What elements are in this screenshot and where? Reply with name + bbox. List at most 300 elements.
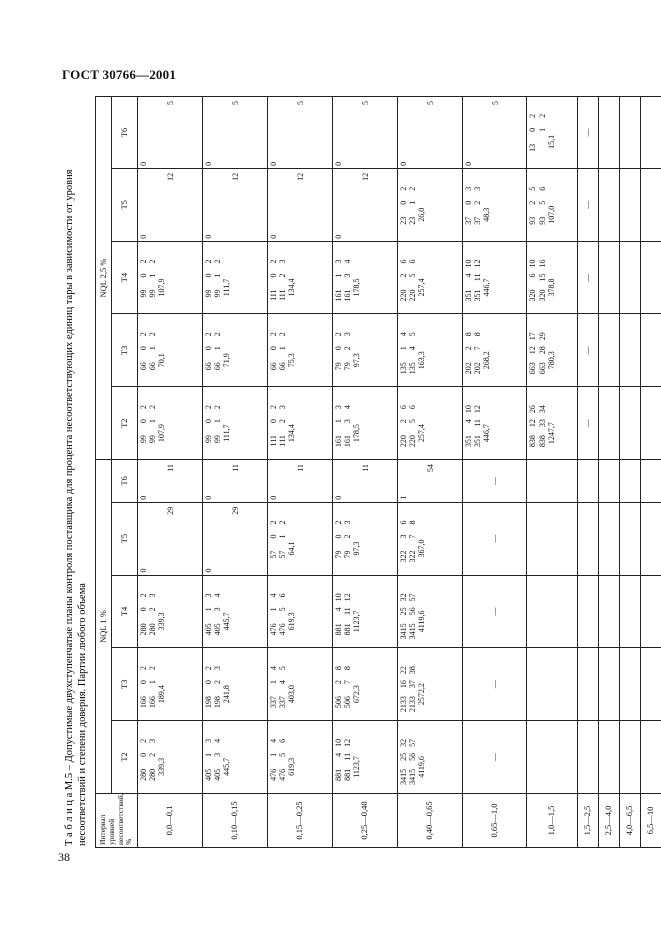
- plan-value: 99: [148, 289, 158, 298]
- plan-value: 0: [203, 680, 213, 685]
- dash-cell: —: [462, 648, 527, 721]
- plan-cell: [397, 721, 462, 794]
- plan-stage-row: [278, 650, 287, 718]
- plan-value: 4: [398, 332, 408, 337]
- plan-value: 198: [203, 696, 213, 709]
- plan-value: 12: [528, 346, 538, 355]
- single-plan-cell: [397, 460, 462, 503]
- plan-value: 99: [203, 289, 213, 298]
- plan-cell: [138, 314, 203, 387]
- plan-value: 0: [139, 680, 148, 685]
- plan-value: 56: [407, 607, 417, 616]
- plan-value: 220: [407, 289, 417, 302]
- plan-stage-row: [399, 723, 408, 791]
- plan-value: 2: [278, 332, 287, 337]
- acceptance-number: 0: [203, 568, 213, 573]
- plan-value: 2: [407, 186, 417, 191]
- plan-value: 351: [463, 289, 473, 302]
- plan-stage-row: [399, 578, 408, 646]
- plan-stage-row: [538, 389, 547, 457]
- plan-cell: [462, 241, 527, 314]
- plan-value: 3: [463, 186, 473, 191]
- plan-cell: [332, 241, 397, 314]
- plan-stage-row: [334, 650, 343, 718]
- plan-value: 1: [213, 419, 223, 424]
- single-plan-cell: [138, 97, 203, 169]
- plan-stage-row: [269, 723, 278, 791]
- plan-stage-row: [269, 578, 278, 646]
- plan-stage-row: [408, 650, 417, 718]
- plan-value: 2: [203, 259, 213, 264]
- plan-value: 5: [278, 607, 287, 612]
- plan-value: 2: [268, 259, 278, 264]
- plan-value: 351: [463, 435, 473, 448]
- empty-cell: [598, 241, 619, 314]
- plan-stage-row: [204, 389, 213, 457]
- plan-value: 0: [203, 273, 213, 278]
- plan-value: 135: [398, 362, 408, 375]
- plan-value: 2: [213, 259, 223, 264]
- single-plan-cell: [332, 168, 397, 241]
- plan-stage-row: [343, 389, 352, 457]
- plan-value: 25: [398, 752, 408, 761]
- level-interval-cell: 1,5—2,5: [577, 793, 598, 847]
- plan-stage-row: [538, 99, 547, 166]
- plan-stage-row: [278, 389, 287, 457]
- plan-value: 320: [528, 289, 538, 302]
- plan-cell: [527, 97, 577, 169]
- plan-stage-row: [204, 244, 213, 312]
- average-sample-size: 445,7: [222, 612, 232, 631]
- plan-value: 99: [139, 435, 148, 444]
- average-sample-size: 2572,2: [417, 683, 426, 706]
- average-sample-size: 111,7: [222, 424, 232, 442]
- plan-value: 0: [139, 752, 148, 757]
- empty-cell: [619, 97, 640, 169]
- plan-value: 2: [342, 346, 352, 351]
- plan-cell: [202, 721, 267, 794]
- plan-value: 16: [537, 259, 547, 268]
- sample-size: 5: [360, 101, 370, 105]
- plan-value: 280: [139, 623, 148, 636]
- plan-value: 4: [333, 752, 343, 757]
- plan-value: 2: [148, 259, 158, 264]
- plan-value: 2: [139, 405, 148, 410]
- average-sample-size: 178,5: [352, 278, 362, 297]
- plan-value: 2: [333, 332, 343, 337]
- plan-stage-row: [399, 171, 408, 239]
- col-header: T3: [112, 648, 138, 721]
- empty-cell: [619, 575, 640, 648]
- plan-stage-row: [538, 244, 547, 312]
- plan-value: 337: [278, 696, 287, 709]
- plan-value: 111: [278, 435, 287, 447]
- plan-value: 7: [342, 680, 352, 685]
- average-sample-size: 257,4: [417, 424, 426, 443]
- average-sample-size: 111,7: [222, 278, 232, 297]
- plan-value: [538, 144, 547, 166]
- col-header: T4: [112, 241, 138, 314]
- plan-value: 2: [139, 738, 148, 743]
- average-sample-size: 1123,7: [352, 756, 362, 778]
- plan-value: 10: [333, 593, 343, 602]
- plan-value: 2: [203, 666, 213, 671]
- plan-value: 111: [268, 435, 278, 447]
- plan-value: 166: [148, 696, 158, 709]
- single-plan-cell: [202, 502, 267, 575]
- plan-value: 405: [203, 623, 213, 636]
- plan-stage-row: [538, 317, 547, 385]
- average-sample-size: 446,7: [481, 424, 491, 443]
- single-plan-cell: [202, 168, 267, 241]
- plan-value: 2: [213, 680, 223, 685]
- plan-stage-row: [334, 723, 343, 791]
- plan-value: 4: [463, 419, 473, 424]
- sample-size: 11: [166, 464, 176, 472]
- sample-size: 12: [231, 172, 241, 181]
- plan-value: 2: [148, 666, 158, 671]
- plan-stage-row: [278, 578, 287, 646]
- empty-cell: [598, 721, 619, 794]
- plan-stage-row: [538, 171, 547, 239]
- plan-stage-row: [399, 244, 408, 312]
- plan-value: 2: [139, 666, 148, 671]
- empty-cell: [640, 460, 661, 503]
- plan-stage-row: [148, 389, 157, 457]
- plan-value: 57: [278, 550, 287, 559]
- plan-stage-row: [269, 317, 278, 385]
- plan-stage-row: [464, 317, 473, 385]
- acceptance-number: 0: [203, 234, 213, 239]
- plan-value: 838: [528, 435, 538, 448]
- average-sample-size: 107,0: [546, 205, 556, 224]
- plan-value: 10: [463, 405, 473, 414]
- dash-cell: —: [462, 721, 527, 794]
- plan-stage-row: [473, 244, 482, 312]
- plan-value: 3: [342, 332, 352, 337]
- plan-value: 25: [398, 607, 408, 616]
- plan-value: 881: [333, 623, 343, 636]
- plan-cell: [332, 502, 397, 575]
- plan-value: 476: [278, 768, 287, 781]
- average-sample-size: 70,1: [157, 353, 167, 368]
- plan-stage-row: [148, 317, 157, 385]
- plan-cell: [527, 241, 577, 314]
- single-plan-cell: [332, 460, 397, 503]
- table-row: [577, 97, 598, 848]
- plan-stage-row: [408, 578, 417, 646]
- plan-cell: [397, 648, 462, 721]
- plan-cell: [267, 387, 332, 460]
- plan-cell: [267, 314, 332, 387]
- table-row: [138, 97, 203, 848]
- plan-value: 506: [333, 696, 343, 709]
- acceptance-number: 0: [333, 161, 343, 166]
- average-sample-size: 619,3: [287, 612, 297, 631]
- plan-value: 5: [407, 419, 417, 424]
- plan-value: 405: [213, 768, 223, 781]
- average-sample-size: 107,9: [157, 424, 167, 443]
- plan-value: 2: [139, 593, 148, 598]
- plan-value: 0: [398, 200, 408, 205]
- sample-size: 54: [425, 464, 435, 473]
- plan-stage-row: [278, 505, 287, 573]
- plan-value: 3: [333, 405, 343, 410]
- plan-cell: [138, 387, 203, 460]
- plan-value: 280: [148, 623, 158, 636]
- plan-value: 2: [528, 200, 538, 205]
- average-sample-size: 257,4: [417, 278, 426, 297]
- plan-value: 2: [398, 186, 408, 191]
- empty-cell: [527, 575, 577, 648]
- sample-size: 5: [231, 101, 241, 105]
- plan-value: 2: [268, 405, 278, 410]
- average-sample-size: 446,7: [481, 278, 491, 297]
- plan-stage-row: [464, 171, 473, 239]
- plan-value: 4: [333, 607, 343, 612]
- plan-value: 476: [268, 623, 278, 636]
- plan-value: 1: [333, 273, 343, 278]
- acceptance-number: 0: [139, 234, 148, 239]
- plan-value: 1: [268, 680, 278, 685]
- plan-value: 1: [148, 346, 158, 351]
- plan-cell: [267, 502, 332, 575]
- plan-value: 220: [398, 435, 408, 448]
- plan-stage-row: [204, 650, 213, 718]
- plan-value: 1: [148, 273, 158, 278]
- plan-value: 351: [472, 289, 482, 302]
- plan-value: 337: [268, 696, 278, 709]
- plan-value: 79: [342, 550, 352, 559]
- level-interval-cell: 0,40—0,65: [397, 793, 462, 847]
- plan-value: 57: [268, 550, 278, 559]
- plan-value: 2133: [398, 696, 408, 713]
- acceptance-number: 0: [463, 161, 473, 166]
- plan-value: 4: [268, 666, 278, 671]
- plan-value: 16: [398, 680, 408, 689]
- dash-cell: —: [577, 314, 598, 387]
- plan-cell: [138, 241, 203, 314]
- empty-cell: [619, 721, 640, 794]
- plan-value: 2: [213, 332, 223, 337]
- plan-value: 99: [148, 435, 158, 444]
- plan-cell: [332, 648, 397, 721]
- plan-value: 2: [342, 534, 352, 539]
- plan-stage-row: [528, 99, 537, 166]
- plan-stage-row: [408, 244, 417, 312]
- plan-value: 476: [278, 623, 287, 636]
- plan-stage-row: [343, 723, 352, 791]
- single-plan-cell: [202, 97, 267, 169]
- plan-value: 202: [463, 362, 473, 375]
- plan-cell: [397, 502, 462, 575]
- plan-value: 2133: [407, 696, 417, 713]
- plan-value: 220: [398, 289, 408, 302]
- plan-value: 8: [333, 666, 343, 671]
- acceptance-number: 0: [333, 495, 343, 500]
- plan-value: 2: [203, 332, 213, 337]
- level-interval-cell: 0,25—0,40: [332, 793, 397, 847]
- plan-value: 17: [528, 332, 538, 341]
- plan-value: 8: [342, 666, 352, 671]
- dash-cell: —: [577, 97, 598, 169]
- plan-stage-row: [334, 505, 343, 573]
- single-plan-cell: [202, 460, 267, 503]
- average-sample-size: 268,2: [481, 351, 491, 370]
- table-row: [332, 97, 397, 848]
- plan-value: 11: [342, 607, 352, 616]
- plan-value: 3415: [398, 768, 408, 785]
- table-row: [640, 97, 661, 848]
- plan-value: 161: [333, 289, 343, 302]
- average-sample-size: 134,4: [287, 424, 297, 443]
- plan-stage-row: [399, 505, 408, 573]
- plan-stage-row: [408, 723, 417, 791]
- plan-stage-row: [269, 650, 278, 718]
- plan-value: 111: [268, 289, 278, 301]
- plan-value: 838: [537, 435, 547, 448]
- plan-value: 66: [268, 362, 278, 371]
- sample-size: 29: [231, 506, 241, 515]
- plan-value: 2: [139, 332, 148, 337]
- average-sample-size: 15,1: [546, 134, 556, 149]
- average-sample-size: 64,1: [287, 541, 297, 556]
- plan-value: 5: [278, 752, 287, 757]
- plan-stage-row: [148, 244, 157, 312]
- plan-value: 4: [268, 738, 278, 743]
- plan-value: 4: [278, 680, 287, 685]
- plan-value: 3: [278, 259, 287, 264]
- average-sample-size: 26,0: [417, 207, 426, 222]
- plan-stage-row: [204, 317, 213, 385]
- plan-value: 0: [333, 346, 343, 351]
- plan-value: 663: [528, 362, 538, 375]
- page-number: 38: [58, 850, 70, 864]
- sample-size: 5: [296, 101, 305, 105]
- plan-value: 2: [148, 405, 158, 410]
- col-header: T5: [112, 502, 138, 575]
- plan-stage-row: [213, 650, 222, 718]
- average-sample-size: 4119,6: [417, 756, 426, 778]
- plan-stage-row: [139, 389, 148, 457]
- sample-size: 11: [231, 464, 241, 472]
- plan-stage-row: [148, 650, 157, 718]
- sampling-plans-table: [95, 96, 661, 848]
- dash-cell: —: [577, 168, 598, 241]
- acceptance-number: 0: [203, 161, 213, 166]
- sample-size: 29: [166, 506, 176, 515]
- plan-stage-row: [399, 650, 408, 718]
- empty-cell: [598, 460, 619, 503]
- plan-stage-row: [528, 389, 537, 457]
- average-sample-size: 71,9: [222, 353, 232, 368]
- plan-value: 10: [333, 738, 343, 747]
- plan-value: 663: [537, 362, 547, 375]
- plan-value: 8: [472, 332, 482, 337]
- plan-stage-row: [334, 578, 343, 646]
- dash-cell: —: [462, 575, 527, 648]
- plan-value: 6: [398, 520, 408, 525]
- plan-stage-row: [139, 244, 148, 312]
- plan-stage-row: [204, 723, 213, 791]
- plan-value: 161: [333, 435, 343, 448]
- plan-value: 0: [139, 346, 148, 351]
- plan-stage-row: [334, 317, 343, 385]
- plan-stage-row: [139, 317, 148, 385]
- plan-value: 23: [398, 216, 408, 225]
- header-nql-2-5: NQL 2,5 %: [96, 97, 112, 460]
- plan-value: 0: [268, 534, 278, 539]
- plan-cell: [202, 648, 267, 721]
- empty-cell: [577, 502, 598, 575]
- plan-value: 2: [148, 607, 158, 612]
- plan-cell: [138, 575, 203, 648]
- plan-cell: [267, 575, 332, 648]
- single-plan-cell: [462, 97, 527, 169]
- plan-value: 0: [268, 273, 278, 278]
- single-plan-cell: [138, 460, 203, 503]
- level-interval-cell: 0,65—1,0: [462, 793, 527, 847]
- plan-value: 1: [268, 752, 278, 757]
- empty-cell: [640, 314, 661, 387]
- empty-cell: [619, 387, 640, 460]
- plan-value: 11: [342, 752, 352, 761]
- empty-cell: [619, 241, 640, 314]
- plan-value: 2: [463, 346, 473, 351]
- plan-value: 0: [139, 607, 148, 612]
- plan-value: 26: [528, 405, 538, 414]
- plan-value: 5: [278, 666, 287, 671]
- sample-size: 11: [296, 464, 305, 472]
- plan-value: 28: [537, 346, 547, 355]
- plan-value: 476: [268, 768, 278, 781]
- plan-value: 280: [139, 768, 148, 781]
- plan-value: 13: [528, 143, 538, 152]
- average-sample-size: 367,0: [417, 539, 426, 558]
- level-interval-cell: 4,0—6,5: [619, 793, 640, 847]
- plan-value: 1: [148, 680, 158, 685]
- table-row: [462, 97, 527, 848]
- acceptance-number: 0: [268, 161, 278, 166]
- plan-value: 1: [203, 752, 213, 757]
- empty-cell: [577, 721, 598, 794]
- plan-cell: [397, 314, 462, 387]
- plan-stage-row: [278, 723, 287, 791]
- average-sample-size: 445,7: [222, 757, 232, 776]
- plan-value: 12: [342, 738, 352, 747]
- single-plan-cell: [267, 97, 332, 169]
- average-sample-size: 75,3: [287, 353, 297, 368]
- single-plan-cell: [138, 168, 203, 241]
- acceptance-number: 0: [139, 495, 148, 500]
- plan-value: 322: [398, 550, 408, 563]
- dash-cell: —: [462, 502, 527, 575]
- empty-cell: [527, 460, 577, 503]
- plan-cell: [462, 314, 527, 387]
- plan-cell: [202, 575, 267, 648]
- plan-cell: [527, 168, 577, 241]
- col-header: T6: [112, 97, 138, 169]
- single-plan-cell: [267, 460, 332, 503]
- plan-cell: [202, 314, 267, 387]
- plan-cell: [462, 168, 527, 241]
- plan-value: 3415: [407, 768, 417, 785]
- plan-cell: [397, 241, 462, 314]
- plan-value: 38: [407, 666, 417, 675]
- plan-stage-row: [343, 317, 352, 385]
- plan-value: 2: [278, 520, 287, 525]
- average-sample-size: 189,4: [157, 685, 167, 704]
